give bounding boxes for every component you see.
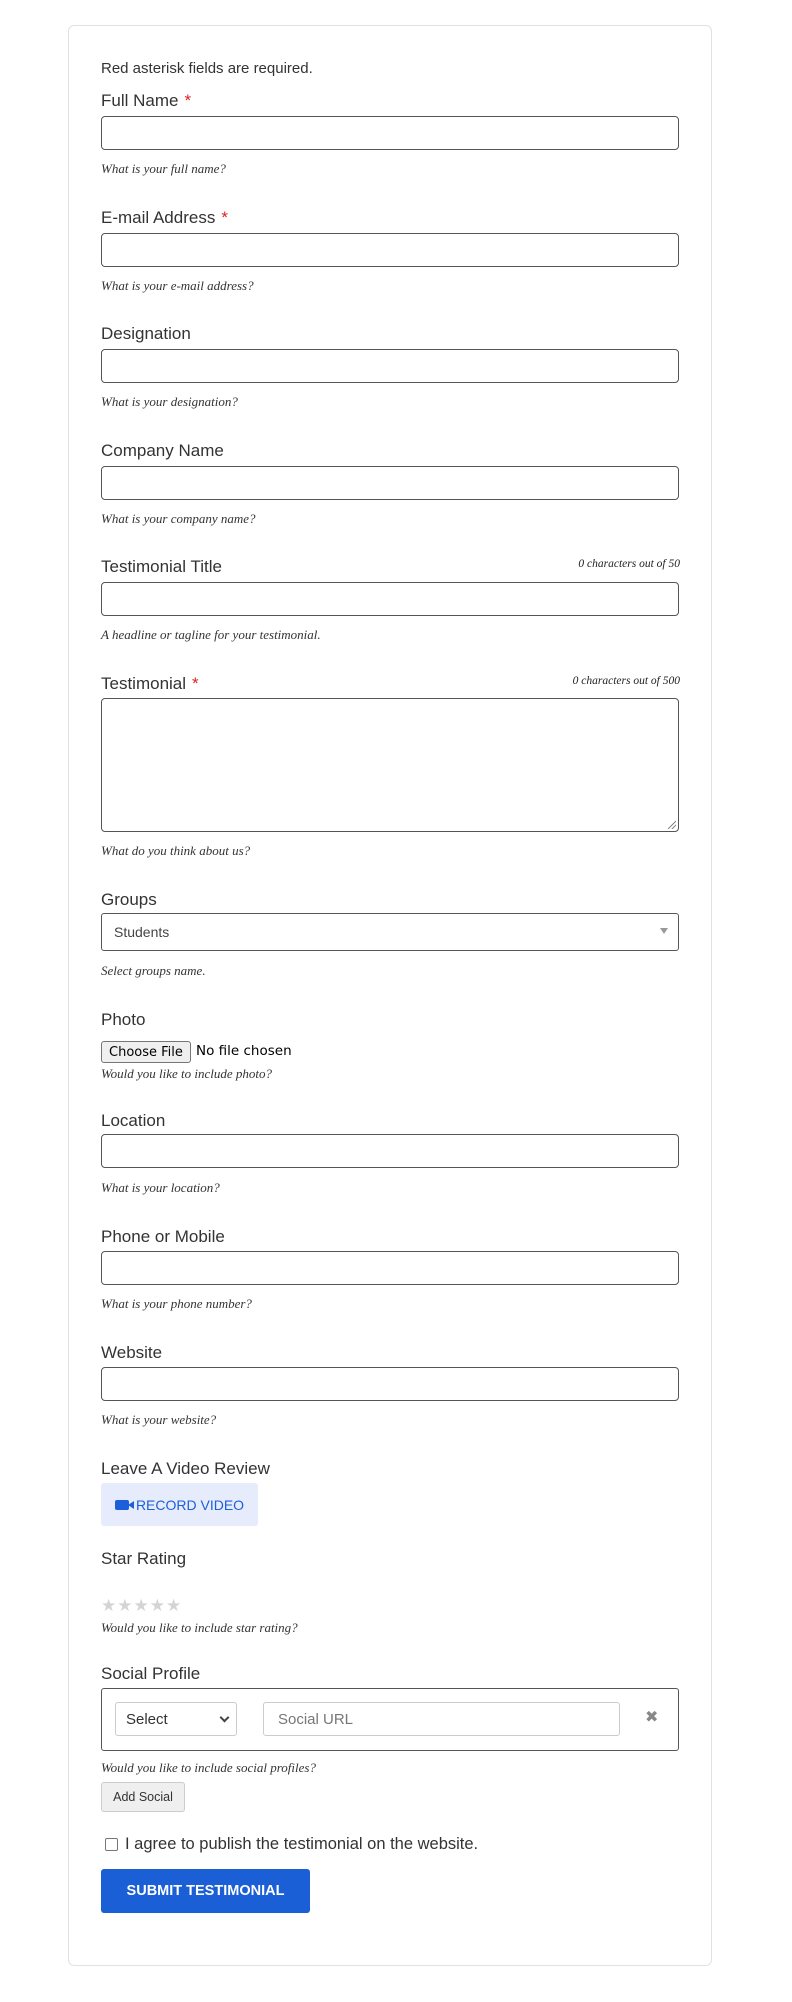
email-input[interactable] (101, 233, 679, 267)
video-review-label-text: Leave A Video Review (101, 1459, 270, 1478)
company-label (101, 441, 224, 461)
social-url-placeholder: Social URL (278, 1710, 354, 1728)
phone-label (101, 1227, 225, 1247)
title-label-text: Testimonial Title (101, 557, 222, 576)
location-label (101, 1111, 165, 1131)
testimonial-help: What do you think about us? (101, 843, 251, 858)
required-note: Red asterisk fields are required. (101, 60, 313, 77)
title-input[interactable] (101, 582, 679, 616)
submit-testimonial-button[interactable]: SUBMIT TESTIMONIAL (101, 1869, 310, 1913)
social-profile-row (101, 1688, 679, 1751)
designation-help: What is your designation? (101, 394, 238, 409)
choose-file-button[interactable]: Choose File (101, 1041, 191, 1063)
email-label-text: E-mail Address (101, 208, 216, 227)
groups-label-text: Groups (101, 890, 157, 909)
video-camera-icon (115, 1500, 129, 1510)
testimonial-label-text: Testimonial (101, 674, 187, 693)
chevron-down-icon (220, 1713, 230, 1723)
testimonial-char-counter: 0 characters out of 500 (572, 675, 680, 687)
designation-input[interactable] (101, 349, 679, 383)
social-profile-label-text: Social Profile (101, 1664, 201, 1683)
full-name-input[interactable] (101, 116, 679, 150)
resize-handle-icon[interactable] (668, 821, 676, 829)
title-label (101, 557, 222, 577)
star-icon[interactable]: ★ (133, 1596, 149, 1615)
testimonial-textarea[interactable] (101, 698, 679, 832)
star-rating-label-text: Star Rating (101, 1549, 187, 1568)
company-help: What is your company name? (101, 511, 256, 526)
email-help: What is your e-mail address? (101, 278, 254, 293)
location-help: What is your location? (101, 1180, 220, 1195)
phone-label-text: Phone or Mobile (101, 1227, 225, 1246)
video-review-label (101, 1459, 270, 1479)
social-profile-label (101, 1664, 200, 1684)
star-icon[interactable]: ★ (149, 1596, 165, 1615)
designation-label-text: Designation (101, 324, 191, 343)
agree-label: I agree to publish the testimonial on the website. (125, 1835, 479, 1853)
full-name-label-text: Full Name (101, 91, 179, 110)
company-label-text: Company Name (101, 441, 224, 460)
star-icon[interactable]: ★ (166, 1596, 182, 1615)
website-label (101, 1343, 162, 1363)
title-help: A headline or tagline for your testimonial. (101, 627, 321, 642)
social-network-select[interactable] (115, 1702, 237, 1736)
social-help: Would you like to include social profiles? (101, 1760, 316, 1775)
groups-help: Select groups name. (101, 963, 206, 978)
star-icon[interactable]: ★ (101, 1596, 117, 1615)
rating-help: Would you like to include star rating? (101, 1620, 298, 1635)
company-input[interactable] (101, 466, 679, 500)
social-select-value: Select (126, 1710, 168, 1728)
record-video-label: RECORD VIDEO (135, 1496, 245, 1513)
phone-help: What is your phone number? (101, 1296, 252, 1311)
caret-down-icon (660, 928, 668, 934)
record-video-button[interactable] (101, 1483, 258, 1526)
social-url-input[interactable] (263, 1702, 620, 1736)
full-name-help: What is your full name? (101, 161, 226, 176)
photo-help: Would you like to include photo? (101, 1066, 273, 1081)
phone-input[interactable] (101, 1251, 679, 1285)
agree-checkbox[interactable] (105, 1838, 118, 1851)
star-icon[interactable]: ★ (117, 1596, 133, 1615)
required-asterisk: * (192, 674, 199, 693)
email-label (101, 208, 228, 228)
location-label-text: Location (101, 1111, 166, 1130)
designation-label (101, 324, 191, 344)
website-label-text: Website (101, 1343, 163, 1362)
groups-selected-value: Students (114, 924, 170, 940)
file-status: No file chosen (196, 1043, 292, 1059)
star-rating-label (101, 1549, 186, 1569)
testimonial-label (101, 674, 199, 694)
close-icon[interactable]: ✖ (645, 1709, 659, 1726)
add-social-button[interactable]: Add Social (101, 1782, 185, 1812)
photo-label (101, 1010, 145, 1030)
website-input[interactable] (101, 1367, 679, 1401)
location-input[interactable] (101, 1134, 679, 1168)
required-asterisk: * (221, 208, 228, 227)
photo-label-text: Photo (101, 1010, 146, 1029)
groups-select[interactable] (101, 913, 679, 951)
website-help: What is your website? (101, 1412, 217, 1427)
title-char-counter: 0 characters out of 50 (578, 558, 680, 570)
star-rating[interactable] (101, 1597, 181, 1614)
full-name-label (101, 91, 191, 111)
required-asterisk: * (184, 91, 192, 110)
groups-label (101, 890, 157, 910)
